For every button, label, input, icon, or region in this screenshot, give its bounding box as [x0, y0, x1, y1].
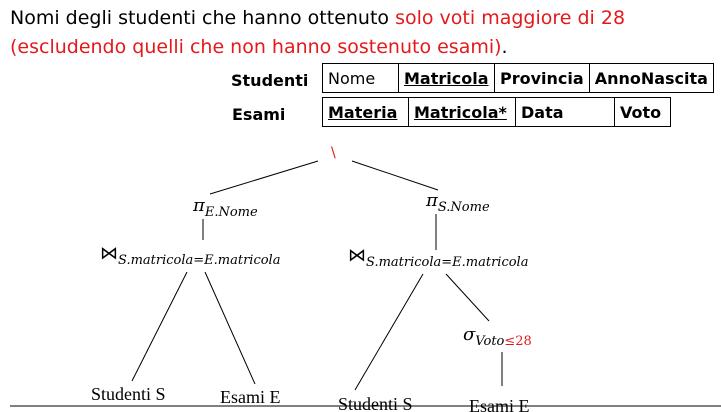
esami-col-voto: Voto	[615, 98, 671, 127]
esami-label: Esami	[232, 105, 286, 124]
esami-col-materia: Materia	[323, 98, 409, 127]
right-projection-symbol: π	[426, 190, 438, 211]
right-projection-subscript: S.Nome	[437, 200, 490, 215]
left-join-symbol: ⋈	[100, 243, 118, 264]
left-leaf-esami: Esami E	[220, 387, 281, 407]
right-join-condition: S.matricola=E.matricola	[366, 255, 529, 270]
studenti-col-annonascita: AnnoNascita	[589, 64, 713, 93]
right-projection	[425, 190, 490, 215]
question-text-black: Nomi degli studenti che hanno ottenuto	[10, 7, 396, 29]
selection-attribute: Voto	[475, 334, 505, 349]
selection-condition: ≤28	[504, 334, 532, 349]
selection	[463, 324, 532, 349]
right-leaf-esami: Esami E	[469, 396, 530, 412]
edge-left-join-esami	[205, 272, 255, 384]
edge-root-right	[352, 161, 438, 190]
left-join-condition: S.matricola=E.matricola	[118, 253, 281, 268]
left-projection	[192, 195, 258, 220]
left-join	[100, 243, 280, 268]
studenti-col-provincia: Provincia	[495, 64, 590, 93]
left-projection-symbol: π	[193, 195, 205, 216]
right-leaf-studenti: Studenti S	[338, 394, 413, 412]
edge-root-left	[210, 161, 318, 194]
studenti-col-matricola: Matricola	[399, 64, 495, 93]
question-text-red: solo voti maggiore di 28 (escludendo quelli che non hanno sostenuto esami)	[10, 7, 626, 58]
selection-symbol: σ	[463, 324, 476, 345]
right-join	[348, 245, 528, 270]
right-join-symbol: ⋈	[348, 245, 366, 266]
left-projection-subscript: E.Nome	[204, 205, 258, 220]
studenti-label: Studenti	[231, 71, 309, 90]
esami-col-matricola: Matricola*	[409, 98, 516, 127]
difference-operator: \	[331, 145, 336, 161]
esami-col-data: Data	[516, 98, 615, 127]
left-leaf-studenti: Studenti S	[91, 384, 166, 404]
edge-right-join-studenti	[355, 274, 423, 390]
studenti-col-nome: Nome	[323, 64, 399, 93]
tree-edges	[132, 161, 505, 390]
edge-left-join-studenti	[132, 272, 187, 381]
edge-right-join-selection	[446, 274, 489, 321]
question-text-end: .	[501, 36, 508, 58]
